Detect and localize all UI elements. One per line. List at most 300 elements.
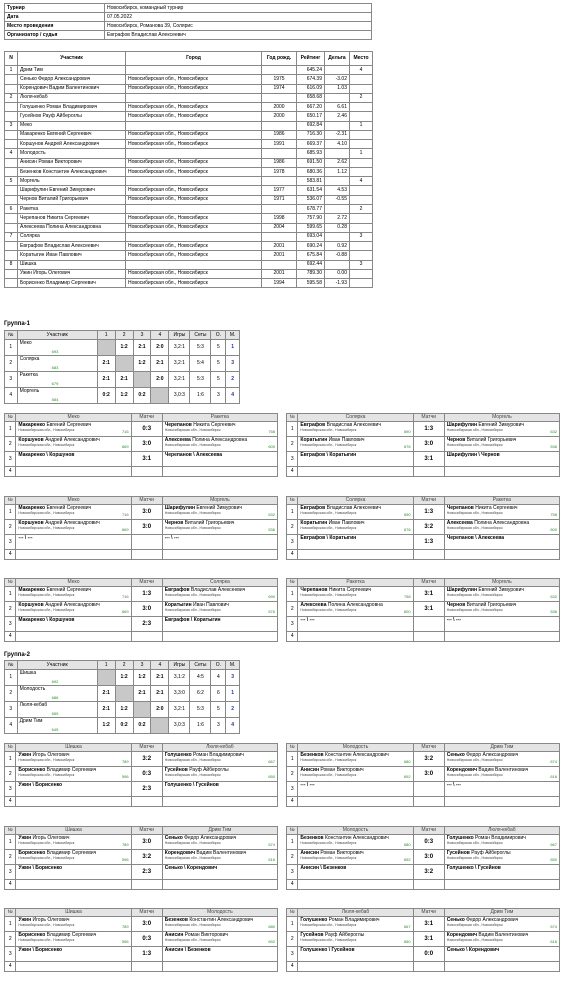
group-self-cell bbox=[115, 686, 133, 702]
group-score-cell: 2:0 bbox=[151, 702, 169, 718]
info-value: 07.05.2022 bbox=[105, 13, 372, 22]
player-cell bbox=[5, 158, 18, 167]
player-cell: Новосибирская обл., Новосибирск bbox=[126, 130, 262, 139]
player-cell: Борисенко Владимир Сергеевич bbox=[18, 279, 126, 288]
player-cell: Новосибирская обл., Новосибирск bbox=[126, 84, 262, 93]
info-value: Новосибирск, Романова 39, Солярис bbox=[105, 22, 372, 31]
match-left-player bbox=[16, 835, 131, 850]
match-row bbox=[5, 602, 278, 617]
match-left-player bbox=[298, 752, 413, 767]
match-score-empty bbox=[413, 962, 444, 972]
player-name: Владислав Алексеевич bbox=[326, 422, 381, 428]
player-city: Новосибирская обл., Новосибирск bbox=[164, 526, 221, 530]
match-header-number: № bbox=[5, 497, 16, 505]
player-surname: Черепанов \ Алексеева bbox=[446, 535, 505, 541]
match-row bbox=[5, 767, 278, 782]
group-games: 3,0:3 bbox=[169, 388, 190, 404]
team-cell: 4 bbox=[350, 66, 373, 75]
match-row bbox=[5, 437, 278, 452]
match-row-number: 2 bbox=[287, 520, 298, 535]
group-score-cell: 2:1 bbox=[133, 340, 151, 356]
team-cell bbox=[325, 260, 350, 269]
team-cell bbox=[262, 93, 297, 102]
match-row bbox=[287, 437, 560, 452]
match-row-number: 4 bbox=[5, 797, 16, 807]
player-name: Федор Александрович bbox=[466, 917, 519, 923]
player-surname: Черепанов bbox=[300, 587, 328, 593]
group-header-cell: 4 bbox=[151, 661, 169, 670]
player-name: Рауф Айбероглы bbox=[471, 850, 511, 856]
info-row bbox=[5, 22, 372, 31]
match-row-empty bbox=[5, 880, 278, 890]
player-cell bbox=[350, 112, 373, 121]
match-header-number: № bbox=[287, 827, 298, 835]
match-right-player bbox=[444, 767, 559, 782]
player-cell bbox=[350, 140, 373, 149]
team-cell: 3 bbox=[350, 232, 373, 241]
match-right-empty bbox=[444, 962, 559, 972]
match-header-row bbox=[5, 414, 278, 422]
player-cell: Коршунов Андрей Александрович bbox=[18, 140, 126, 149]
group-row-number: 3 bbox=[5, 702, 18, 718]
match-header-matches: Матчи bbox=[413, 827, 444, 835]
info-key: Место проведения bbox=[5, 22, 105, 31]
group-points: 5 bbox=[211, 356, 226, 372]
player-city: Новосибирская обл., Новосибирск bbox=[300, 856, 357, 860]
match-header-number: № bbox=[287, 744, 298, 752]
group-header-cell: О. bbox=[211, 331, 226, 340]
match-left-empty bbox=[16, 880, 131, 890]
group-row bbox=[5, 356, 240, 372]
match-row-number: 3 bbox=[5, 947, 16, 962]
group-team-rating: 683 bbox=[51, 365, 59, 370]
player-city: Новосибирская обл., Новосибирск bbox=[300, 841, 357, 845]
group-header-cell: О. bbox=[211, 661, 226, 670]
player-row bbox=[5, 130, 373, 139]
group-self-cell bbox=[133, 372, 151, 388]
team-row bbox=[5, 66, 373, 75]
match-left-empty bbox=[16, 467, 131, 477]
team-cell: Молодость bbox=[18, 149, 126, 158]
group-row bbox=[5, 372, 240, 388]
group-points: 5 bbox=[211, 340, 226, 356]
player-cell: -0.88 bbox=[325, 251, 350, 260]
match-row-number: 1 bbox=[5, 835, 16, 850]
group-games: 3,2:1 bbox=[169, 340, 190, 356]
match-left-player bbox=[16, 520, 131, 535]
team-cell bbox=[262, 121, 297, 130]
group-1-table bbox=[4, 330, 240, 404]
player-surname: Ужин bbox=[18, 917, 32, 923]
match-right-player bbox=[162, 520, 277, 535]
player-rating: 616 bbox=[550, 939, 557, 944]
player-surname: Ужин bbox=[18, 752, 32, 758]
player-cell: Корендович Вадим Валентинович bbox=[18, 84, 126, 93]
team-cell bbox=[262, 66, 297, 75]
group-team-rating: 693 bbox=[51, 349, 59, 354]
player-cell: Новосибирская обл., Новосибирск bbox=[126, 140, 262, 149]
group-row-number: 2 bbox=[5, 686, 18, 702]
match-right-player bbox=[162, 587, 277, 602]
player-surname: Черепанов bbox=[164, 422, 192, 428]
match-row-number: 1 bbox=[5, 587, 16, 602]
group-place: 2 bbox=[226, 372, 240, 388]
match-row bbox=[5, 752, 278, 767]
player-cell bbox=[350, 75, 373, 84]
player-cell bbox=[5, 242, 18, 251]
match-right-player bbox=[162, 617, 277, 632]
match-right-empty bbox=[444, 632, 559, 642]
match-right-player bbox=[444, 752, 559, 767]
match-left-player bbox=[298, 865, 413, 880]
match-row bbox=[287, 422, 560, 437]
match-score: 2:3 bbox=[131, 865, 162, 880]
team-cell bbox=[126, 177, 262, 186]
match-header-number: № bbox=[5, 909, 16, 917]
player-city: Новосибирская обл., Новосибирск bbox=[300, 526, 357, 530]
match-left-empty bbox=[298, 632, 413, 642]
player-cell: 789.30 bbox=[297, 269, 325, 278]
match-team-right: Дрим Тим bbox=[162, 827, 277, 835]
match-row bbox=[287, 767, 560, 782]
group-team-rating: 645 bbox=[51, 727, 59, 732]
match-row bbox=[5, 932, 278, 947]
team-row bbox=[5, 121, 373, 130]
match-score: 3:2 bbox=[131, 850, 162, 865]
player-rating: 616 bbox=[550, 774, 557, 779]
player-surname: Борисенко bbox=[18, 850, 46, 856]
match-left-player bbox=[16, 752, 131, 767]
player-cell bbox=[350, 84, 373, 93]
team-table-header: Участник bbox=[18, 52, 126, 66]
match-header-row bbox=[5, 579, 278, 587]
player-city: Новосибирская обл., Новосибирск bbox=[18, 428, 75, 432]
player-surname: Коратыгин bbox=[300, 437, 328, 443]
group-points: 3 bbox=[211, 388, 226, 404]
group-score-cell: 1:2 bbox=[115, 340, 133, 356]
match-left-player bbox=[298, 520, 413, 535]
match-row-number: 4 bbox=[5, 467, 16, 477]
match-row-empty bbox=[5, 962, 278, 972]
group-team-name: Люля-кебаб 659 bbox=[17, 702, 97, 718]
group-team-rating: 679 bbox=[51, 381, 59, 386]
match-row-number: 4 bbox=[287, 797, 298, 807]
group-header-cell: 3 bbox=[133, 331, 151, 340]
match-team-right: Солярка bbox=[162, 579, 277, 587]
match-row-empty bbox=[287, 467, 560, 477]
player-cell bbox=[350, 195, 373, 204]
match-score bbox=[131, 535, 162, 550]
group-row-number: 1 bbox=[5, 670, 18, 686]
player-city: Новосибирская обл., Новосибирск bbox=[164, 443, 221, 447]
player-cell: Коратыгин Иван Павлович bbox=[18, 251, 126, 260]
player-rating: 692 bbox=[403, 774, 411, 779]
player-rating: 600 bbox=[550, 527, 557, 532]
match-row bbox=[5, 452, 278, 467]
player-cell bbox=[5, 279, 18, 288]
team-cell: 5 bbox=[5, 177, 18, 186]
match-left-empty bbox=[16, 962, 131, 972]
player-cell bbox=[5, 186, 18, 195]
player-name: Иван Павлович bbox=[193, 602, 229, 608]
group-team-name: Шишка 692 bbox=[17, 670, 97, 686]
match-header-matches: Матчи bbox=[131, 744, 162, 752]
group-row bbox=[5, 718, 240, 734]
player-cell: Черепанов Никита Сергеевич bbox=[18, 214, 126, 223]
group-team-rating: 584 bbox=[51, 397, 59, 402]
player-rating: 536 bbox=[550, 444, 557, 449]
player-name: Полина Александровна bbox=[327, 602, 383, 608]
match-score: 2:3 bbox=[131, 782, 162, 797]
match-left-player bbox=[16, 932, 131, 947]
team-cell bbox=[325, 66, 350, 75]
player-cell bbox=[5, 84, 18, 93]
player-cell bbox=[5, 251, 18, 260]
match-left-player bbox=[298, 452, 413, 467]
player-surname: Гусейнов bbox=[300, 932, 324, 938]
player-city: Новосибирская обл., Новосибирск bbox=[18, 443, 75, 447]
player-cell: 1.03 bbox=[325, 84, 350, 93]
player-surname: Шарифулин bbox=[164, 505, 195, 511]
player-surname: Сенько \ Корендович bbox=[164, 865, 218, 871]
player-name: Полина Александровна bbox=[192, 437, 248, 443]
player-surname: Коратыгин bbox=[164, 602, 192, 608]
player-cell: Ужин Игорь Олегович bbox=[18, 269, 126, 278]
match-row bbox=[5, 520, 278, 535]
team-cell: 2 bbox=[5, 93, 18, 102]
player-rating: 680 bbox=[403, 842, 411, 847]
group-place: 1 bbox=[226, 686, 240, 702]
match-block bbox=[286, 496, 560, 560]
player-cell: 691.50 bbox=[297, 158, 325, 167]
match-left-player bbox=[298, 505, 413, 520]
match-row-empty bbox=[5, 550, 278, 560]
player-rating: 667 bbox=[403, 924, 411, 929]
tournament-info-table bbox=[4, 3, 372, 40]
match-left-player bbox=[298, 602, 413, 617]
match-row-number: 3 bbox=[287, 947, 298, 962]
team-row bbox=[5, 149, 373, 158]
player-name: Владислав Алексеевич bbox=[326, 505, 381, 511]
match-header-number: № bbox=[5, 414, 16, 422]
player-city: Новосибирская обл., Новосибирск bbox=[18, 938, 75, 942]
match-left-player bbox=[298, 437, 413, 452]
player-city: Новосибирская обл., Новосибирск bbox=[164, 511, 221, 515]
match-score: 3:0 bbox=[413, 437, 444, 452]
player-surname: Анисин bbox=[300, 767, 319, 773]
match-right-empty bbox=[444, 550, 559, 560]
match-score-empty bbox=[131, 467, 162, 477]
match-row-number: 4 bbox=[287, 880, 298, 890]
match-row bbox=[287, 850, 560, 865]
team-cell: 3 bbox=[5, 121, 18, 130]
group-score-cell: 1:2 bbox=[133, 670, 151, 686]
player-cell: 2004 bbox=[262, 223, 297, 232]
player-surname: Евграфов bbox=[164, 587, 190, 593]
match-left-player bbox=[298, 535, 413, 550]
player-rating: 680 bbox=[268, 924, 275, 929]
player-city: Новосибирская обл., Новосибирск bbox=[164, 428, 221, 432]
match-row-number: 1 bbox=[5, 505, 16, 520]
player-rating: 716 bbox=[121, 512, 129, 517]
player-surname: Ужин bbox=[18, 835, 32, 841]
group-header-cell: 3 bbox=[133, 661, 151, 670]
match-score: 3:1 bbox=[131, 452, 162, 467]
match-score-empty bbox=[413, 880, 444, 890]
match-team-left: Шишка bbox=[16, 744, 131, 752]
team-cell bbox=[126, 121, 262, 130]
player-city: Новосибирская обл., Новосибирск bbox=[18, 511, 75, 515]
match-header-row bbox=[287, 744, 560, 752]
player-surname: Чернов bbox=[164, 520, 184, 526]
team-cell bbox=[126, 66, 262, 75]
match-left-empty bbox=[16, 632, 131, 642]
match-right-player bbox=[162, 782, 277, 797]
player-surname: Сенько bbox=[164, 835, 183, 841]
group-score-cell: 1:2 bbox=[97, 718, 115, 734]
match-score: 3:0 bbox=[131, 520, 162, 535]
match-score-empty bbox=[131, 962, 162, 972]
player-cell bbox=[5, 167, 18, 176]
player-row bbox=[5, 158, 373, 167]
team-cell bbox=[262, 177, 297, 186]
player-cell bbox=[350, 103, 373, 112]
group-row-number: 2 bbox=[5, 356, 18, 372]
player-city: Новосибирская обл., Новосибирск bbox=[18, 841, 75, 845]
match-row-number: 2 bbox=[5, 767, 16, 782]
match-row bbox=[287, 602, 560, 617]
group-header-cell: № bbox=[5, 661, 18, 670]
player-surname: Сенько \ Корендович bbox=[446, 947, 500, 953]
player-surname: Борисенко bbox=[18, 932, 46, 938]
match-left-player bbox=[16, 452, 131, 467]
team-row bbox=[5, 232, 373, 241]
match-right-player bbox=[444, 932, 559, 947]
match-row-empty bbox=[5, 467, 278, 477]
player-cell: Новосибирская обл., Новосибирск bbox=[126, 251, 262, 260]
player-cell: 1986 bbox=[262, 130, 297, 139]
player-name: Андрей Александрович bbox=[45, 602, 100, 608]
match-score: 0:3 bbox=[413, 835, 444, 850]
player-name: Андрей Александрович bbox=[45, 437, 100, 443]
player-cell: Голушенко Роман Владимирович bbox=[18, 103, 126, 112]
player-city: Новосибирская обл., Новосибирск bbox=[18, 608, 75, 612]
player-cell: 667.20 bbox=[297, 103, 325, 112]
player-surname: Коршунов bbox=[18, 520, 44, 526]
match-left-player bbox=[16, 767, 131, 782]
player-rating: 692 bbox=[403, 857, 411, 862]
team-cell bbox=[325, 177, 350, 186]
player-city: Новосибирская обл., Новосибирск bbox=[446, 511, 503, 515]
match-header-matches: Матчи bbox=[131, 497, 162, 505]
group-team-rating: 686 bbox=[51, 695, 59, 700]
team-cell: 692.44 bbox=[297, 260, 325, 269]
match-left-player bbox=[16, 602, 131, 617]
group-row-number: 4 bbox=[5, 388, 18, 404]
player-rating: 650 bbox=[550, 857, 557, 862]
group-sets: 5:4 bbox=[190, 356, 211, 372]
player-rating: 758 bbox=[268, 429, 275, 434]
player-cell: 1994 bbox=[262, 279, 297, 288]
match-team-right: Молодость bbox=[162, 909, 277, 917]
team-table-header: N bbox=[5, 52, 18, 66]
player-surname: Ужин \ Борисенко bbox=[18, 865, 63, 871]
info-value: Новосибирск, командный турнир bbox=[105, 4, 372, 13]
match-right-player bbox=[444, 422, 559, 437]
player-rating: 632 bbox=[550, 429, 557, 434]
match-score-empty bbox=[131, 550, 162, 560]
player-name: Константин Александрович bbox=[324, 752, 389, 758]
player-cell bbox=[5, 112, 18, 121]
team-cell bbox=[325, 204, 350, 213]
player-rating: 690 bbox=[403, 429, 411, 434]
group-row-number: 1 bbox=[5, 340, 18, 356]
group-2-table bbox=[4, 660, 240, 734]
player-cell: 1.12 bbox=[325, 167, 350, 176]
player-rating: 676 bbox=[268, 609, 275, 614]
player-surname: Голушенко bbox=[446, 835, 474, 841]
player-cell: 0.28 bbox=[325, 223, 350, 232]
match-team-left: Меко bbox=[16, 497, 131, 505]
team-cell: Моргель bbox=[18, 177, 126, 186]
match-row-number: 1 bbox=[5, 422, 16, 437]
player-cell: Сенько Федор Александрович bbox=[18, 75, 126, 84]
player-cell: 2000 bbox=[262, 103, 297, 112]
player-surname: Гусейнов bbox=[446, 850, 470, 856]
match-score: 2:3 bbox=[131, 617, 162, 632]
match-left-player bbox=[298, 617, 413, 632]
group-header-row bbox=[5, 331, 240, 340]
match-row-empty bbox=[287, 632, 560, 642]
player-cell: 4.53 bbox=[325, 186, 350, 195]
player-surname: Макаренко bbox=[18, 505, 46, 511]
player-city: Новосибирская обл., Новосибирск bbox=[446, 608, 503, 612]
group-points: 4 bbox=[211, 670, 226, 686]
match-score: 0:3 bbox=[131, 932, 162, 947]
player-surname: Черепанов bbox=[446, 505, 474, 511]
player-city: Новосибирская обл., Новосибирск bbox=[300, 428, 357, 432]
match-score: 3:0 bbox=[131, 917, 162, 932]
player-name: Вадим Валентинович bbox=[478, 767, 529, 773]
player-row bbox=[5, 251, 373, 260]
match-team-right: Ракетка bbox=[162, 414, 277, 422]
match-team-left: Ракетка bbox=[298, 579, 413, 587]
player-surname: Евграфов \ Коратыгин bbox=[300, 452, 357, 458]
player-row bbox=[5, 269, 373, 278]
player-cell bbox=[5, 195, 18, 204]
match-team-left: Солярка bbox=[298, 414, 413, 422]
player-name: Вадим Валентинович bbox=[478, 932, 529, 938]
match-row-empty bbox=[5, 632, 278, 642]
group-row bbox=[5, 340, 240, 356]
match-row-number: 2 bbox=[5, 932, 16, 947]
match-row bbox=[287, 535, 560, 550]
player-cell: 2.62 bbox=[325, 158, 350, 167]
match-left-player bbox=[16, 850, 131, 865]
match-left-empty bbox=[298, 797, 413, 807]
player-rating: 674 bbox=[550, 759, 557, 764]
player-rating: 690 bbox=[403, 512, 411, 517]
group-header-cell: Участник bbox=[17, 661, 97, 670]
info-row bbox=[5, 4, 372, 13]
match-row bbox=[287, 452, 560, 467]
player-surname: Макаренко bbox=[18, 422, 46, 428]
player-cell bbox=[350, 130, 373, 139]
team-cell: Люля-кебаб bbox=[18, 93, 126, 102]
match-row-number: 1 bbox=[5, 752, 16, 767]
match-row-number: 1 bbox=[287, 422, 298, 437]
match-row bbox=[5, 782, 278, 797]
